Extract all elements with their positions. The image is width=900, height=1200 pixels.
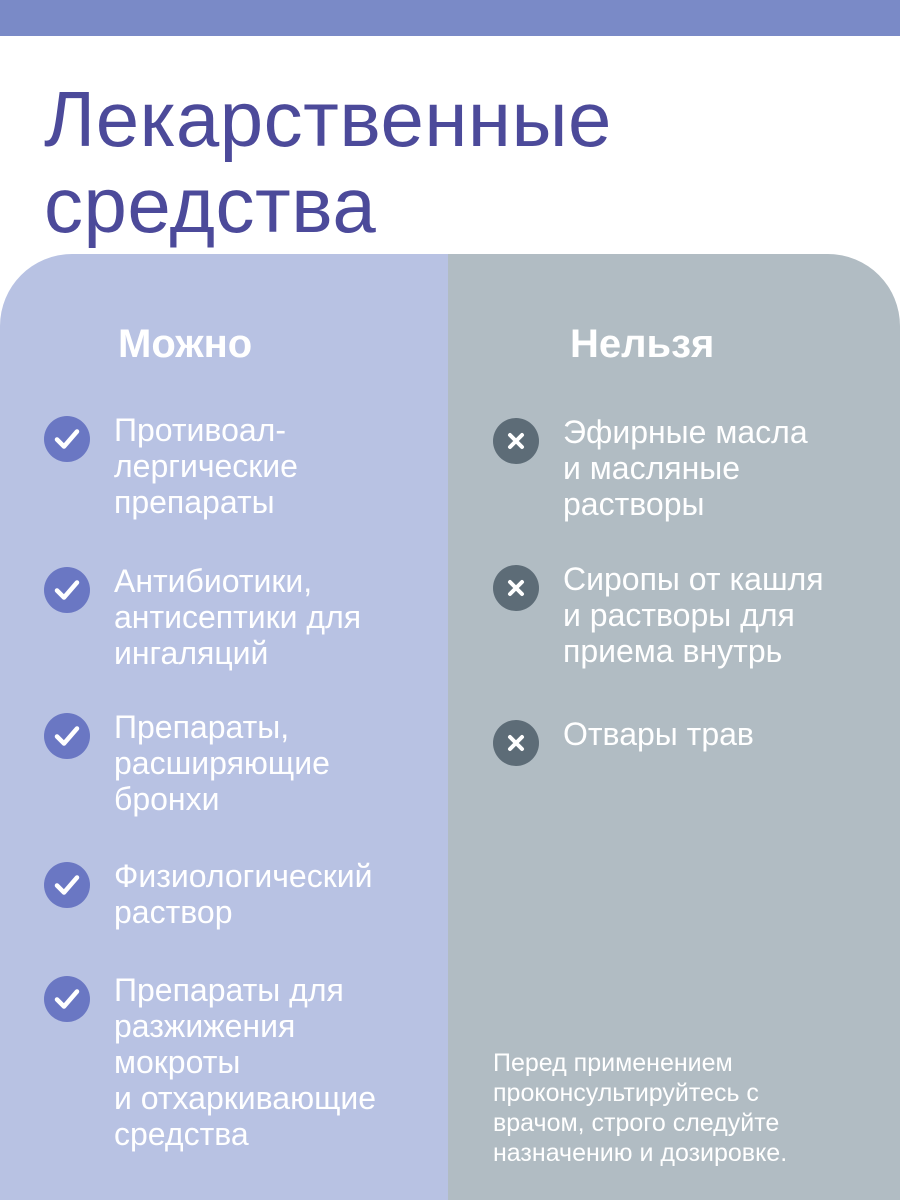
forbidden-item [493,414,808,522]
forbidden-item [493,716,754,766]
cross-icon [493,565,539,611]
allowed-item [44,563,361,671]
check-icon [44,862,90,908]
allowed-item-text: Физиологический раствор [114,858,373,930]
check-icon [44,416,90,462]
allowed-item [44,972,376,1152]
allowed-item [44,858,372,930]
cross-icon [493,720,539,766]
allowed-item-text: Противоал- лергические препараты [114,412,298,520]
cross-icon [493,418,539,464]
check-icon [44,713,90,759]
forbidden-item-text: Эфирные масла и масляные растворы [563,414,808,522]
forbidden-item-text: Отвары трав [563,716,754,752]
allowed-item-text: Препараты для разжижения мокроты и отхаркивающие средства [114,972,377,1152]
allowed-item [44,412,298,520]
check-icon [44,976,90,1022]
forbidden-panel [448,254,900,1200]
doctor-advice-note: Перед применением проконсультируйтесь с врачом, строго следуйте назначению и дозировке. [493,1049,788,1167]
forbidden-item [493,561,824,669]
allowed-heading: Можно [118,322,253,366]
check-icon [44,567,90,613]
forbidden-item-text: Сиропы от кашля и растворы для приема внутрь [563,561,824,669]
page-title-line-2: средства [44,161,377,249]
allowed-item [44,709,330,817]
page-title-line-1: Лекарственные [44,75,612,163]
top-stripe [0,0,900,36]
allowed-item-text: Антибиотики, антисептики для ингаляций [114,563,362,671]
page-title [44,76,612,248]
comparison-panels [0,254,900,1200]
allowed-panel [0,254,448,1200]
allowed-item-text: Препараты, расширяющие бронхи [114,709,330,817]
forbidden-heading: Нельзя [570,322,715,366]
